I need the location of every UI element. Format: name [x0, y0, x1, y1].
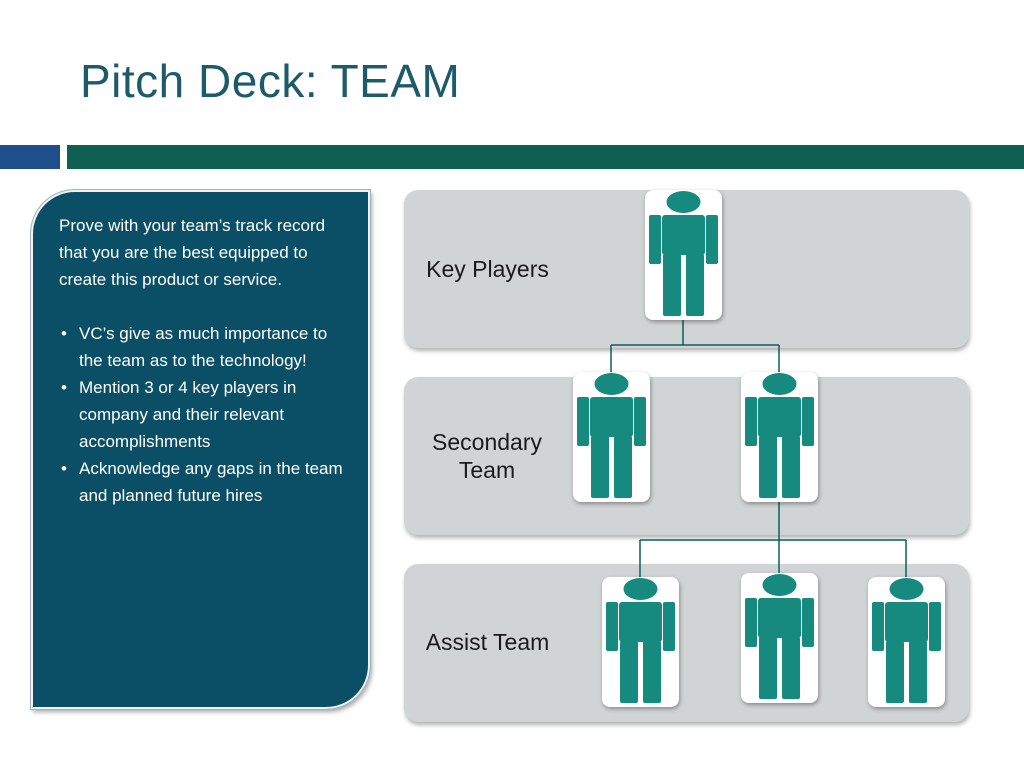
slide-title: Pitch Deck: TEAM [80, 55, 461, 107]
person-icon [868, 577, 945, 707]
assist-member-card [602, 577, 679, 707]
person-icon [602, 577, 679, 707]
bullet-item: • VC’s give as much importance to the team as to the technology! [59, 320, 354, 374]
secondary-member-card [573, 372, 650, 502]
key-player-card [645, 190, 722, 320]
person-icon [741, 372, 818, 502]
bullet-list [59, 320, 354, 509]
bullet-item: • Acknowledge any gaps in the team and planned future hires [59, 455, 354, 509]
bullet-item: • Mention 3 or 4 key players in company and their relevant accomplishments [59, 374, 354, 455]
accent-bar-blue [0, 145, 60, 169]
person-icon [573, 372, 650, 502]
person-icon [741, 573, 818, 703]
assist-member-card [868, 577, 945, 707]
tier-label-secondary-team: Secondary Team [432, 429, 542, 483]
tier-label-assist-team: Assist Team [425, 629, 550, 655]
intro-text: Prove with your team’s track record that you are the best equipped to create this product or service. [59, 216, 326, 289]
description-panel [31, 190, 370, 709]
tier-label-key-players: Key Players [426, 256, 549, 282]
secondary-member-card [741, 372, 818, 502]
accent-bar-green [67, 145, 1024, 169]
assist-member-card [741, 573, 818, 703]
person-icon [645, 190, 722, 320]
